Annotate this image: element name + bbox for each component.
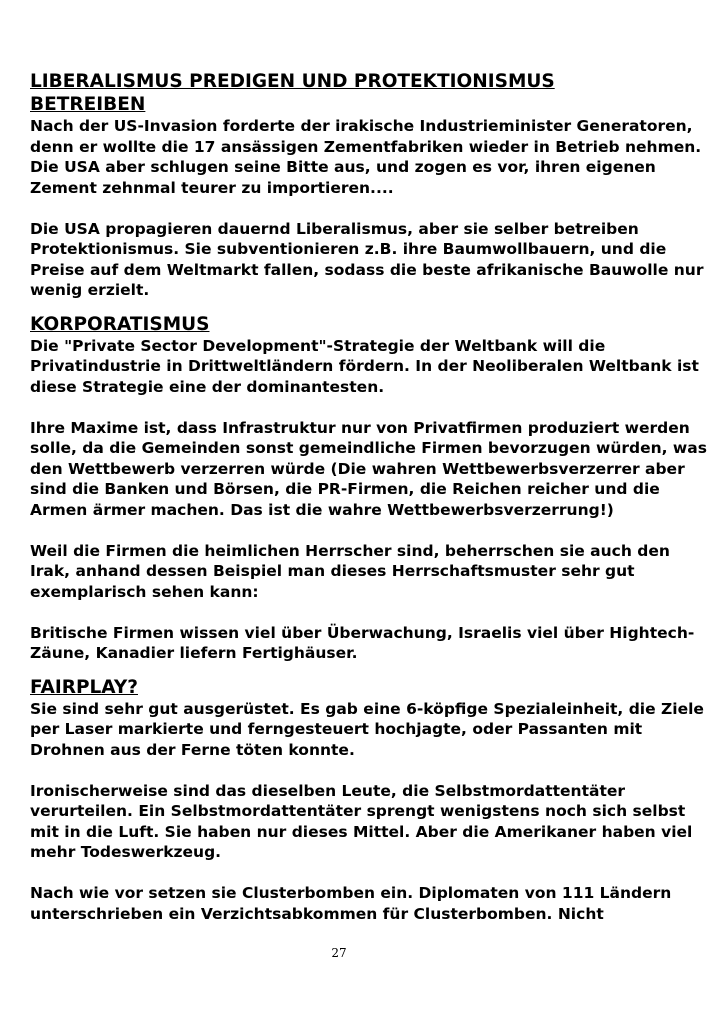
- section-heading: KORPORATISMUS: [30, 313, 210, 335]
- paragraph: Die "Private Sector Development"-Strategie der Weltbank will die Privatindustrie in Drittweltländern fördern. In der Neoliberalen Weltbank ist diese Strategie eine der dominantesten.: [30, 336, 699, 396]
- section-korporatismus: [30, 313, 710, 664]
- paragraph: Nach wie vor setzen sie Clusterbomben ein. Diplomaten von 111 Ländern unterschrieben ein Verzichtsabkommen für Clusterbomben. Nicht: [30, 884, 672, 923]
- paragraph: Die USA propagieren dauernd Liberalismus, aber sie selber betreiben Protektionismus. Sie subventionieren z.B. ihre Baumwollbauern, und die Preise auf dem Weltmarkt fallen, sodass die beste afrikanische Bauwolle nur wenig erzielt.: [30, 219, 704, 299]
- paragraph: Sie sind sehr gut ausgerüstet. Es gab eine 6-köpfige Spezialeinheit, die Ziele per Laser markierte und ferngesteuert hochjagte, oder Passanten mit Drohnen aus der Ferne töten konnte.: [30, 699, 704, 759]
- section-body: [30, 336, 710, 664]
- section-body: [30, 116, 710, 301]
- paragraph: Ironischerweise sind das dieselben Leute, die Selbstmordattentäter verurteilen. Ein Selbstmordattentäter sprengt wenigstens noch sich selbst mit in die Luft. Sie haben nur dieses Mittel. Aber die Amerikaner haben viel mehr Todeswerkzeug.: [30, 781, 693, 861]
- page-number: 27: [331, 946, 347, 960]
- paragraph: Weil die Firmen die heimlichen Herrscher sind, beherrschen sie auch den Irak, anhand dessen Beispiel man dieses Herrschaftsmuster sehr gut exemplarisch sehen kann:: [30, 541, 670, 601]
- section-fairplay: [30, 676, 710, 925]
- section-heading: LIBERALISMUS PREDIGEN UND PROTEKTIONISMUS BETREIBEN: [30, 71, 555, 115]
- paragraph: Ihre Maxime ist, dass Infrastruktur nur von Privatfirmen produziert werden solle, da die Gemeinden sonst gemeindliche Firmen bevorzugen würden, was den Wettbewerb verzerren würde (Die wahren Wettbewerbsverzerrer aber sind die Banken und Börsen, die PR-Firmen, die Reichen reicher und die Armen ärmer machen. Das ist die wahre Wettbewerbsverzerrung!): [30, 418, 707, 519]
- section-heading: FAIRPLAY?: [30, 676, 138, 698]
- paragraph: Nach der US-Invasion forderte der irakische Industrieminister Generatoren, denn er wollte die 17 ansässigen Zementfabriken wieder in Betrieb nehmen. Die USA aber schlugen seine Bitte aus, und zogen es vor, ihren eigenen Zement zehnmal teurer zu importieren....: [30, 117, 702, 197]
- section-body: [30, 699, 710, 925]
- document-page: [30, 70, 710, 924]
- paragraph: Britische Firmen wissen viel über Überwachung, Israelis viel über Hightech- Zäune, Kanadier liefern Fertighäuser.: [30, 623, 695, 662]
- section-liberalismus: [30, 70, 710, 301]
